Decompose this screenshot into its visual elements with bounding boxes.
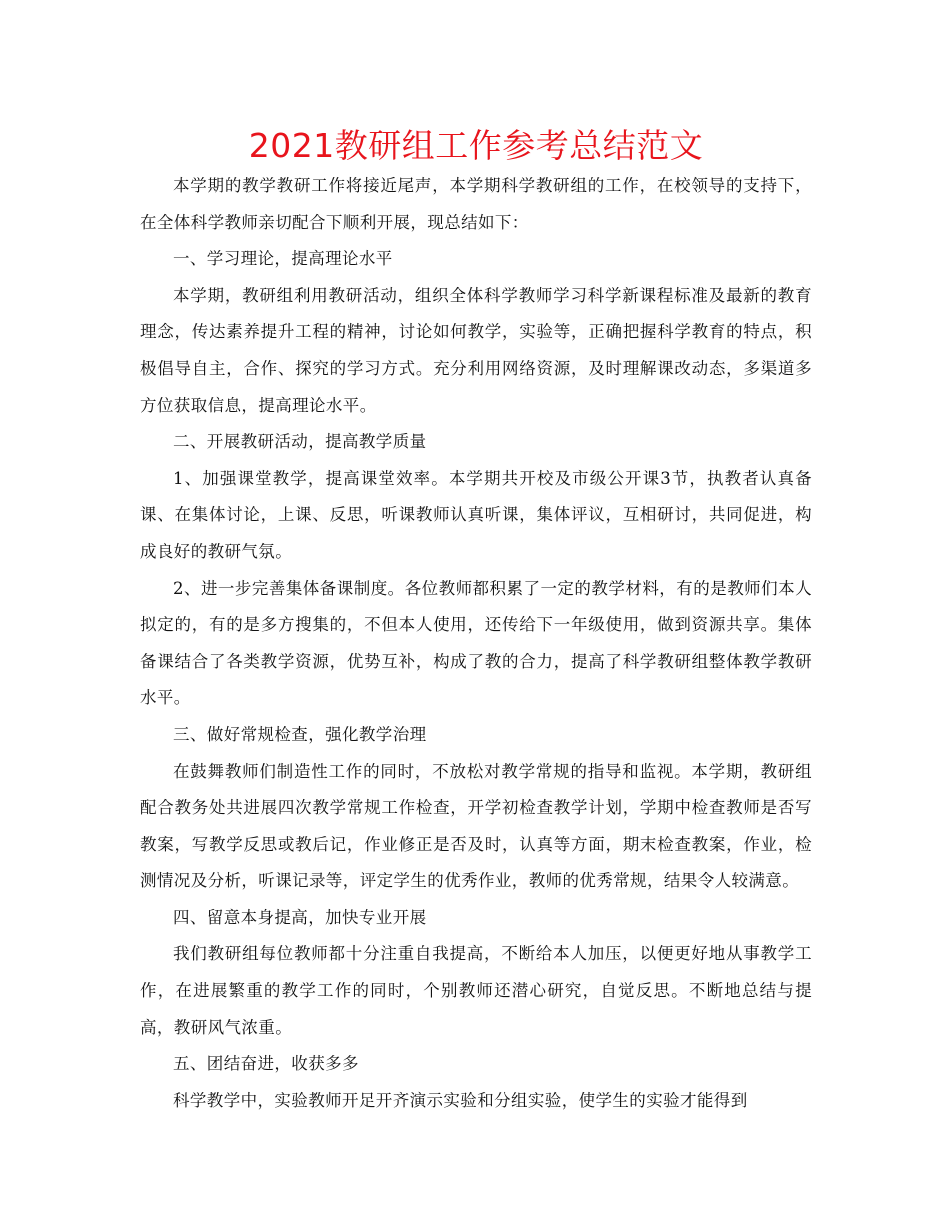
section-heading-5: 五、团结奋进，收获多多 xyxy=(173,1054,359,1074)
section-heading-1: 一、学习理论，提高理论水平 xyxy=(173,249,393,269)
section-2-item-1: 1、加强课堂教学，提高课堂效率。本学期共开校及市级公开课3节，执教者认真备课、在集体讨论，上课、反思，听课教师认真听课，集体评议，互相研讨，共同促进，构成良好的教研气氛。 xyxy=(140,468,812,561)
section-heading-2: 二、开展教研活动，提高教学质量 xyxy=(173,432,427,452)
section-heading-3: 三、做好常规检查，强化教学治理 xyxy=(173,724,427,744)
section-1-paragraph: 本学期，教研组利用教研活动，组织全体科学教师学习科学新课程标准及最新的教育理念，传达素养提升工程的精神，讨论如何教学，实验等，正确把握科学教育的特点，积极倡导自主，合作、探究的学习方式。充分利用网络资源，及时理解课改动态，多渠道多方位获取信息，提高理论水平。 xyxy=(140,285,812,415)
section-2-item-2: 2、进一步完善集体备课制度。各位教师都积累了一定的教学材料，有的是教师们本人拟定的，有的是多方搜集的，不但本人使用，还传给下一年级使用，做到资源共享。集体备课结合了各类教学资源，优势互补，构成了教的合力，提高了科学教研组整体教学教研水平。 xyxy=(140,578,812,708)
section-4-paragraph: 我们教研组每位教师都十分注重自我提高，不断给本人加压，以便更好地从事教学工作，在进展繁重的教学工作的同时，个别教师还潜心研究，自觉反思。不断地总结与提高，教研风气浓重。 xyxy=(140,944,812,1037)
document-title: 2021教研组工作参考总结范文 xyxy=(248,126,704,165)
section-3-paragraph: 在鼓舞教师们制造性工作的同时，不放松对教学常规的指导和监视。本学期，教研组配合教务处共进展四次教学常规工作检查，开学初检查教学计划，学期中检查教师是否写教案，写教学反思或教后记，作业修正是否及时，认真等方面，期末检查教案，作业，检测情况及分析，听课记录等，评定学生的优秀作业，教师的优秀常规，结果令人较满意。 xyxy=(140,761,812,891)
document-page xyxy=(140,118,812,1119)
section-5-paragraph: 科学教学中，实验教师开足开齐演示实验和分组实验，使学生的实验才能得到 xyxy=(173,1090,748,1110)
intro-paragraph: 本学期的教学教研工作将接近尾声，本学期科学教研组的工作，在校领导的支持下，在全体科学教师亲切配合下顺利开展，现总结如下： xyxy=(140,176,812,232)
section-heading-4: 四、留意本身提高，加快专业开展 xyxy=(173,907,427,927)
